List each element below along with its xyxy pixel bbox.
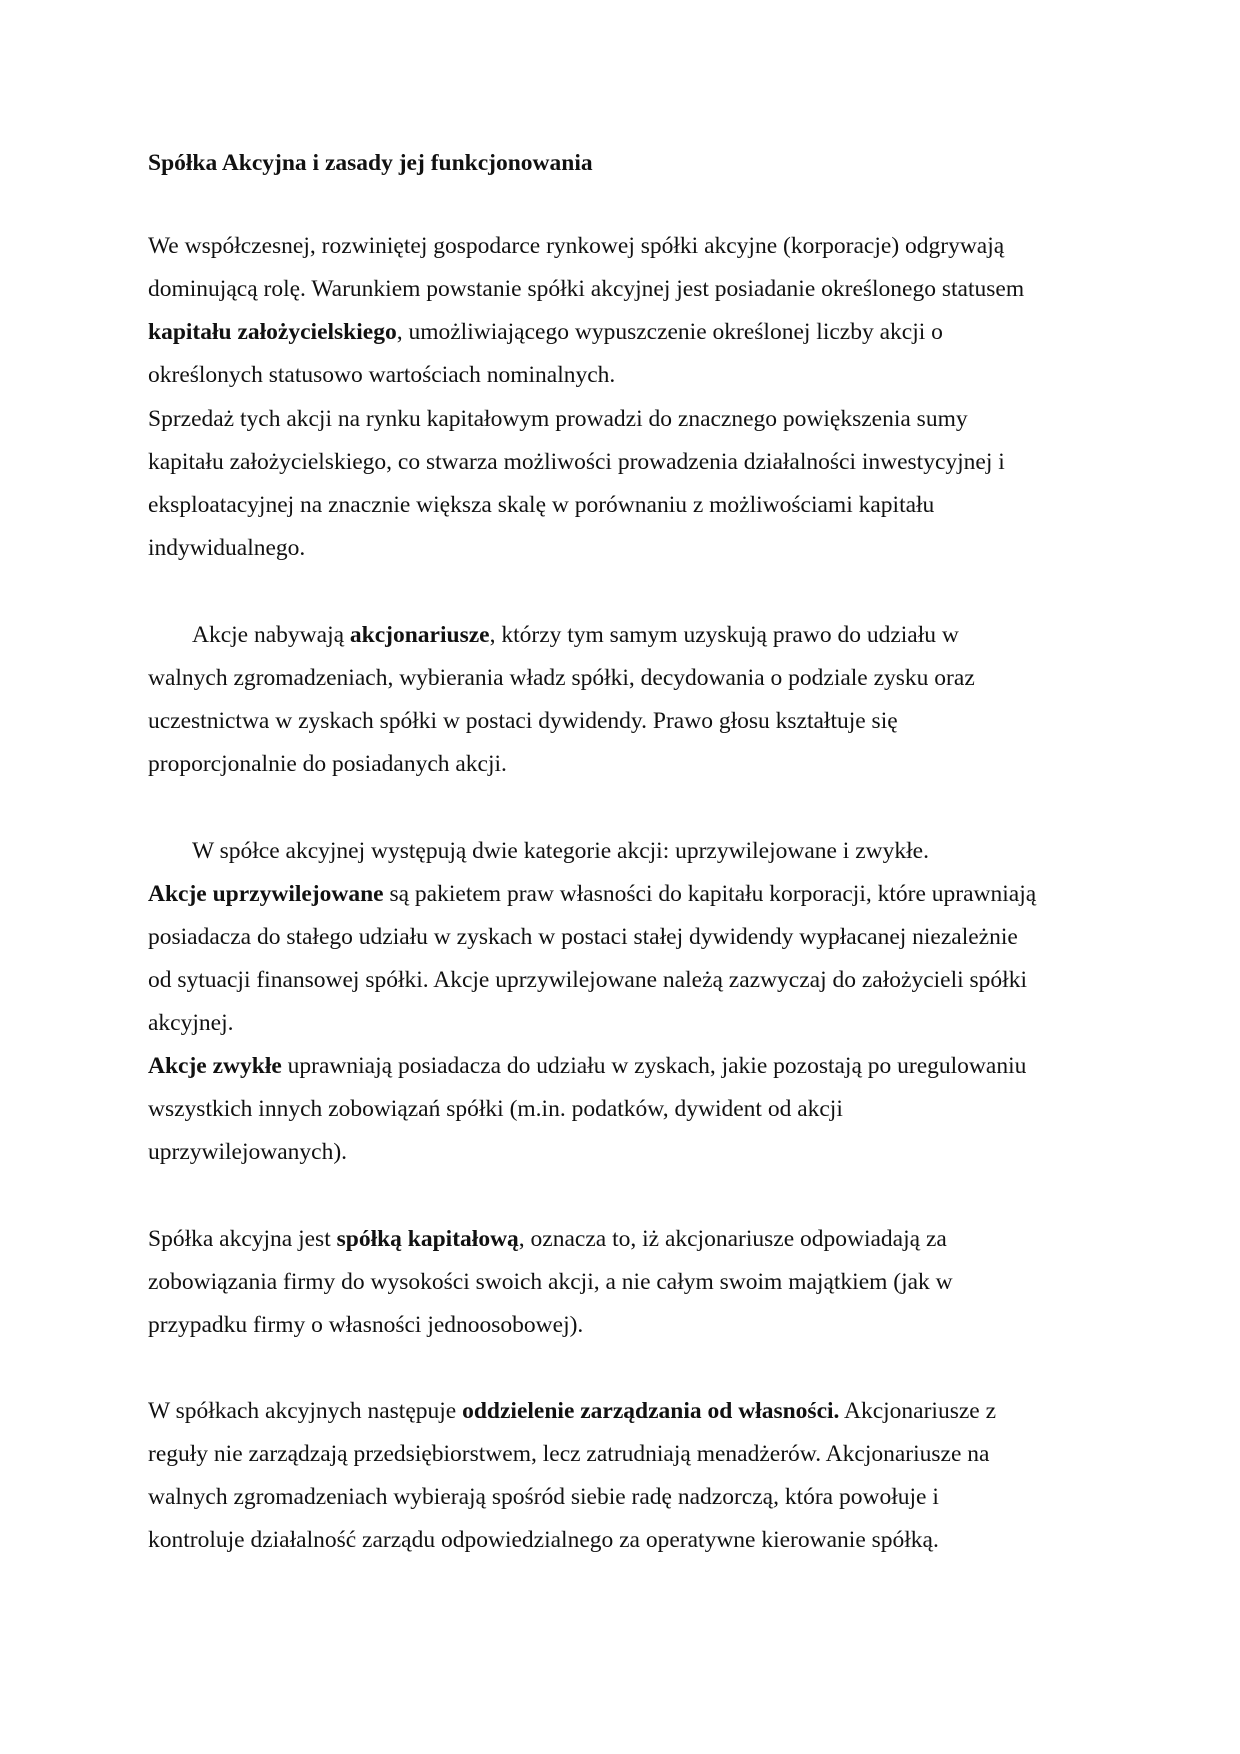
paragraph-line: akcyjnej.	[148, 1010, 234, 1036]
paragraph-line: dominującą rolę. Warunkiem powstanie spółki akcyjnej jest posiadanie określonego statusem	[148, 276, 1025, 302]
paragraph-line: zobowiązania firmy do wysokości swoich akcji, a nie całym swoim majątkiem (jak w	[148, 1269, 953, 1295]
bold-term-spolka-kapitalowa: spółką kapitałową	[336, 1226, 519, 1252]
paragraph-line: kontroluje działalność zarządu odpowiedzialnego za operatywne kierowanie spółką.	[148, 1527, 939, 1553]
paragraph-shareholders	[148, 614, 1108, 786]
paragraph-line: uprzywilejowanych).	[148, 1139, 348, 1165]
paragraph-line: indywidualnego.	[148, 535, 306, 561]
paragraph-sale	[148, 398, 1108, 570]
bold-term-zwykle: Akcje zwykłe	[148, 1053, 282, 1079]
paragraph-line: walnych zgromadzeniach, wybierania władz spółki, decydowania o podziale zysku oraz	[148, 665, 975, 691]
text-segment: , oznacza to, iż akcjonariusze odpowiadają za	[518, 1226, 947, 1252]
paragraph-line: kapitału założycielskiego, co stwarza możliwości prowadzenia działalności inwestycyjnej i	[148, 449, 1005, 475]
paragraph-line: uczestnictwa w zyskach spółki w postaci dywidendy. Prawo głosu kształtuje się	[148, 708, 898, 734]
paragraph-line: eksploatacyjnej na znacznie większa skalę w porównaniu z możliwościami kapitału	[148, 492, 935, 518]
text-segment: Spółka akcyjna jest	[148, 1226, 337, 1252]
paragraph-line: W spółce akcyjnej występują dwie kategorie akcji: uprzywilejowane i zwykłe.	[192, 838, 929, 864]
paragraph-share-categories	[148, 830, 1108, 1174]
paragraph-line: przypadku firmy o własności jednoosobowej).	[148, 1312, 584, 1338]
paragraph-line: walnych zgromadzeniach wybierają spośród siebie radę nadzorczą, która powołuje i	[148, 1484, 939, 1510]
paragraph-line: proporcjonalnie do posiadanych akcji.	[148, 751, 507, 777]
paragraph-management	[148, 1390, 1108, 1562]
paragraph-line: Sprzedaż tych akcji na rynku kapitałowym prowadzi do znacznego powiększenia sumy	[148, 406, 968, 432]
paragraph-line: posiadacza do stałego udziału w zyskach w postaci stałej dywidendy wypłacanej niezależnie	[148, 924, 1018, 950]
bold-term-uprzywilejowane: Akcje uprzywilejowane	[148, 881, 384, 907]
paragraph-line	[148, 873, 1108, 916]
text-segment: Akcje nabywają	[192, 622, 350, 648]
paragraph-line	[148, 311, 1108, 354]
paragraph-line	[148, 1390, 1108, 1433]
paragraph-line	[148, 1218, 1108, 1261]
bold-term-akcjonariusze: akcjonariusze	[349, 622, 490, 648]
text-segment: są pakietem praw własności do kapitału korporacji, które uprawniają	[383, 881, 1037, 907]
bold-term-oddzielenie: oddzielenie zarządzania od własności.	[462, 1398, 840, 1424]
paragraph-line: We współczesnej, rozwiniętej gospodarce rynkowej spółki akcyjne (korporacje) odgrywają	[148, 233, 1005, 259]
document-title: Spółka Akcyjna i zasady jej funkcjonowania	[148, 150, 593, 176]
text-segment: , umożliwiającego wypuszczenie określonej liczby akcji o	[396, 319, 943, 345]
text-segment: , którzy tym samym uzyskują prawo do udziału w	[489, 622, 959, 648]
paragraph-line	[148, 614, 1108, 657]
text-segment: W spółkach akcyjnych następuje	[148, 1398, 463, 1424]
text-segment: Akcjonariusze z	[839, 1398, 997, 1424]
bold-term-kapital: kapitału założycielskiego	[148, 319, 397, 345]
paragraph-line: wszystkich innych zobowiązań spółki (m.in. podatków, dywident od akcji	[148, 1096, 843, 1122]
paragraph-line: reguły nie zarządzają przedsiębiorstwem, lecz zatrudniają menadżerów. Akcjonariusze na	[148, 1441, 990, 1467]
paragraph-line: określonych statusowo wartościach nominalnych.	[148, 362, 616, 388]
paragraph-line: od sytuacji finansowej spółki. Akcje uprzywilejowane należą zazwyczaj do założycieli spółki	[148, 967, 1027, 993]
paragraph-intro	[148, 225, 1108, 397]
text-segment: uprawniają posiadacza do udziału w zyskach, jakie pozostają po uregulowaniu	[281, 1053, 1027, 1079]
paragraph-line	[148, 1045, 1108, 1088]
paragraph-capital-company	[148, 1218, 1108, 1347]
